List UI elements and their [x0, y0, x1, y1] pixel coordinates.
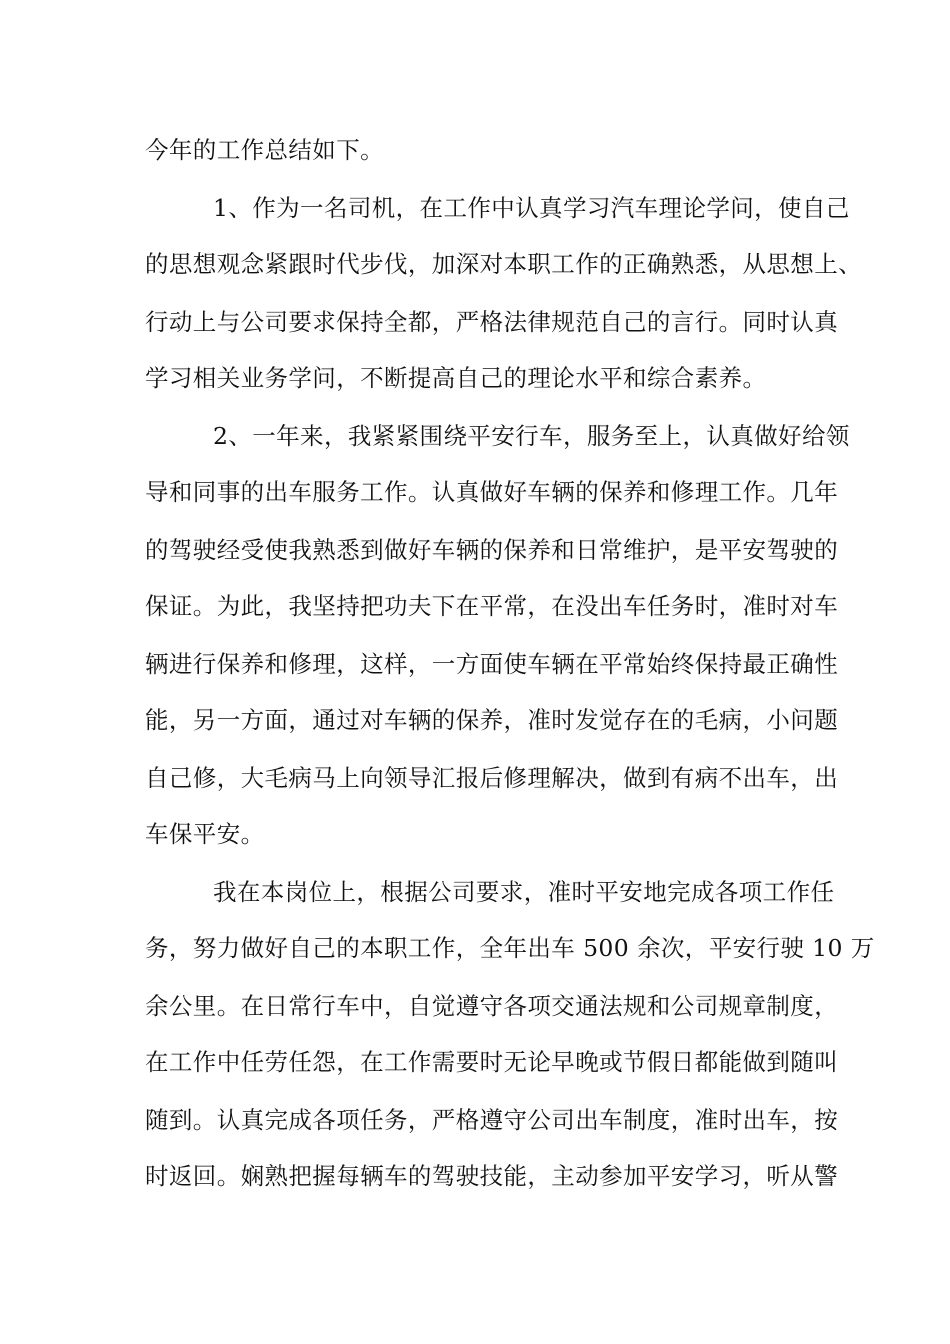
text-line: 辆进行保养和修理，这样，一方面使车辆在平常始终保持最正确性 — [145, 650, 839, 678]
text-line: 余公里。在日常行车中，自觉遵守各项交通法规和公司规章制度， — [145, 992, 839, 1020]
text-line: 务，努力做好自己的本职工作，全年出车 500 余次，平安行驶 10 万 — [145, 934, 875, 962]
text-line: 保证。为此，我坚持把功夫下在平常，在没出车任务时，准时对车 — [145, 592, 839, 620]
text-line: 时返回。娴熟把握每辆车的驾驶技能，主动参加平安学习，听从警 — [145, 1162, 839, 1190]
text-line: 行动上与公司要求保持全都，严格法律规范自己的言行。同时认真 — [145, 308, 839, 336]
text-line: 学习相关业务学问，不断提高自己的理论水平和综合素养。 — [145, 364, 767, 392]
text-line: 2、一年来，我紧紧围绕平安行车，服务至上，认真做好给领 — [213, 422, 850, 450]
text-line: 1、作为一名司机，在工作中认真学习汽车理论学问，使自己 — [213, 194, 850, 222]
text-line: 随到。认真完成各项任务，严格遵守公司出车制度，准时出车，按 — [145, 1106, 839, 1134]
text-line: 的思想观念紧跟时代步伐，加深对本职工作的正确熟悉，从思想上、 — [145, 250, 862, 278]
text-line: 的驾驶经受使我熟悉到做好车辆的保养和日常维护，是平安驾驶的 — [145, 536, 839, 564]
text-line: 能，另一方面，通过对车辆的保养，准时发觉存在的毛病，小问题 — [145, 706, 839, 734]
text-line: 我在本岗位上，根据公司要求，准时平安地完成各项工作任 — [213, 878, 835, 906]
text-line: 导和同事的出车服务工作。认真做好车辆的保养和修理工作。几年 — [145, 478, 839, 506]
text-line: 今年的工作总结如下。 — [145, 136, 384, 164]
text-line: 在工作中任劳任怨，在工作需要时无论早晚或节假日都能做到随叫 — [145, 1048, 839, 1076]
text-line: 自己修，大毛病马上向领导汇报后修理解决，做到有病不出车，出 — [145, 764, 839, 792]
text-line: 车保平安。 — [145, 820, 265, 848]
